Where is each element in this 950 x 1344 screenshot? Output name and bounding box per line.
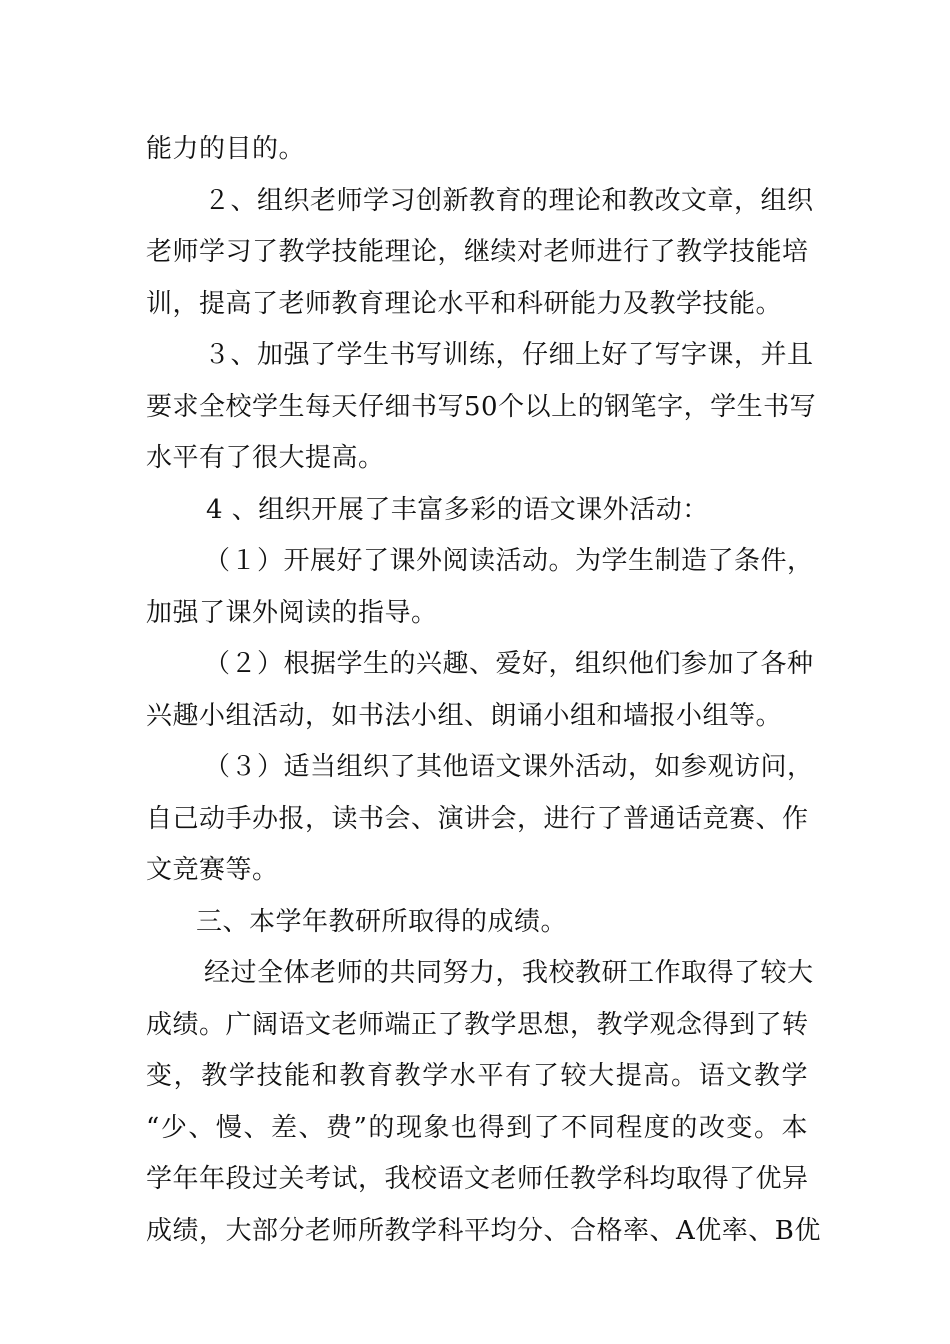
text-line: 训，提高了老师教育理论水平和科研能力及教学技能。 (146, 288, 783, 319)
text-line: 老师学习了教学技能理论，继续对老师进行了教学技能培 (146, 237, 809, 267)
text-line: 成绩，大部分老师所教学科平均分、合格率、A优率、B优 (146, 1215, 821, 1246)
text-line: （１）开展好了课外阅读活动。为学生制造了条件， (204, 546, 814, 576)
text-line: 经过全体老师的共同努力，我校教研工作取得了较大 (204, 958, 814, 988)
text-line: 变，教学技能和教育教学水平有了较大提高。语文教学 (146, 1061, 808, 1091)
text-line: 学年年段过关考试，我校语文老师任教学科均取得了优异 (146, 1164, 809, 1194)
section-heading: 三、本学年教研所取得的成绩。 (196, 906, 568, 937)
text-line: （３）适当组织了其他语文课外活动，如参观访问， (204, 752, 814, 782)
text-line: 加强了课外阅读的指导。 (146, 597, 438, 628)
text-line: 文竞赛等。 (146, 855, 279, 885)
text-line: （２）根据学生的兴趣、爱好，组织他们参加了各种 (204, 649, 814, 679)
text-line: 成绩。广阔语文老师端正了教学思想，教学观念得到了转 (146, 1009, 809, 1040)
body-text (146, 124, 821, 1257)
text-line: 能力的目的。 (146, 134, 306, 164)
text-line: “少、慢、差、费”的现象也得到了不同程度的改变。本 (146, 1112, 808, 1143)
text-line: 4 、组织开展了丰富多彩的语文课外活动： (206, 494, 709, 525)
text-line: 水平有了很大提高。 (146, 443, 385, 473)
text-line: 兴趣小组活动，如书法小组、朗诵小组和墙报小组等。 (146, 700, 783, 731)
text-line: ３、加强了学生书写训练，仔细上好了写字课，并且 (204, 340, 814, 370)
text-line: 自己动手办报，读书会、演讲会，进行了普通话竞赛、作 (146, 803, 809, 834)
text-line: ２、组织老师学习创新教育的理论和教改文章，组织 (204, 185, 814, 216)
text-line: 要求全校学生每天仔细书写50个以上的钢笔字，学生书写 (146, 391, 817, 422)
